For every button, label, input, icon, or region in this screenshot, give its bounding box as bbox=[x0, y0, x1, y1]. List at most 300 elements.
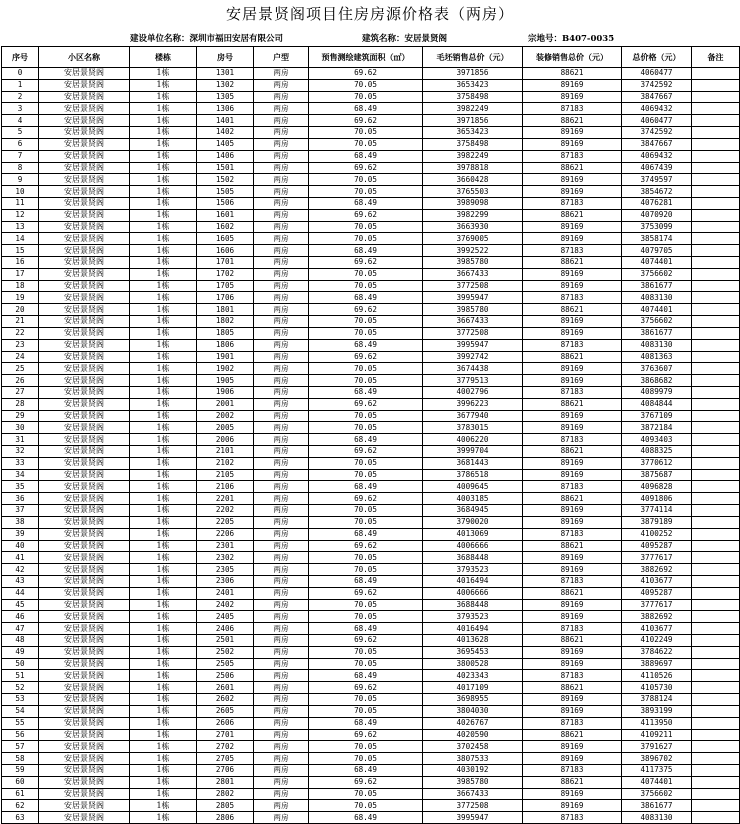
decoration-price-cell: 89169 bbox=[523, 469, 622, 481]
building-cell: 1栋 bbox=[130, 363, 197, 375]
decoration-price-cell: 88621 bbox=[523, 587, 622, 599]
layout-cell: 两房 bbox=[254, 257, 309, 269]
total-price-cell: 3767109 bbox=[622, 410, 692, 422]
row-index-cell: 35 bbox=[2, 481, 39, 493]
row-index-cell: 1 bbox=[2, 79, 39, 91]
room-number-cell: 2406 bbox=[197, 623, 254, 635]
remarks-cell bbox=[692, 103, 740, 115]
area-cell: 68.49 bbox=[309, 197, 423, 209]
total-price-cell: 3847667 bbox=[622, 91, 692, 103]
remarks-cell bbox=[692, 162, 740, 174]
community-name-cell: 安居景贤阁 bbox=[39, 304, 130, 316]
decoration-price-cell: 87183 bbox=[523, 670, 622, 682]
remarks-cell bbox=[692, 694, 740, 706]
area-cell: 68.49 bbox=[309, 623, 423, 635]
row-index-cell: 23 bbox=[2, 339, 39, 351]
room-number-cell: 1706 bbox=[197, 292, 254, 304]
total-price-cell: 3868682 bbox=[622, 375, 692, 387]
rough-price-cell: 3667433 bbox=[423, 316, 523, 328]
building-cell: 1栋 bbox=[130, 138, 197, 150]
remarks-cell bbox=[692, 127, 740, 139]
rough-price-cell: 3660428 bbox=[423, 174, 523, 186]
room-number-cell: 2102 bbox=[197, 457, 254, 469]
building-cell: 1栋 bbox=[130, 162, 197, 174]
layout-cell: 两房 bbox=[254, 540, 309, 552]
remarks-cell bbox=[692, 670, 740, 682]
total-price-cell: 4095287 bbox=[622, 540, 692, 552]
decoration-price-cell: 88621 bbox=[523, 540, 622, 552]
community-name-cell: 安居景贤阁 bbox=[39, 410, 130, 422]
row-index-cell: 37 bbox=[2, 505, 39, 517]
row-index-cell: 24 bbox=[2, 351, 39, 363]
rough-price-cell: 3800528 bbox=[423, 658, 523, 670]
total-price-cell: 4060477 bbox=[622, 68, 692, 80]
building-cell: 1栋 bbox=[130, 257, 197, 269]
layout-cell: 两房 bbox=[254, 280, 309, 292]
rough-price-cell: 3765503 bbox=[423, 186, 523, 198]
row-index-cell: 51 bbox=[2, 670, 39, 682]
row-index-cell: 36 bbox=[2, 493, 39, 505]
area-cell: 70.05 bbox=[309, 741, 423, 753]
rough-price-cell: 3985780 bbox=[423, 304, 523, 316]
room-number-cell: 2202 bbox=[197, 505, 254, 517]
decoration-price-cell: 87183 bbox=[523, 434, 622, 446]
layout-cell: 两房 bbox=[254, 91, 309, 103]
table-row bbox=[2, 386, 740, 398]
decoration-price-cell: 89169 bbox=[523, 127, 622, 139]
col-header-area: 预售测绘建筑面积（㎡） bbox=[309, 47, 423, 68]
layout-cell: 两房 bbox=[254, 174, 309, 186]
building-cell: 1栋 bbox=[130, 717, 197, 729]
total-price-cell: 4084844 bbox=[622, 398, 692, 410]
layout-cell: 两房 bbox=[254, 103, 309, 115]
rough-price-cell: 3790020 bbox=[423, 516, 523, 528]
decoration-price-cell: 88621 bbox=[523, 257, 622, 269]
room-number-cell: 2005 bbox=[197, 422, 254, 434]
row-index-cell: 57 bbox=[2, 741, 39, 753]
remarks-cell bbox=[692, 327, 740, 339]
rough-price-cell: 3996223 bbox=[423, 398, 523, 410]
remarks-cell bbox=[692, 682, 740, 694]
remarks-cell bbox=[692, 611, 740, 623]
row-index-cell: 43 bbox=[2, 575, 39, 587]
decoration-price-cell: 87183 bbox=[523, 764, 622, 776]
community-name-cell: 安居景贤阁 bbox=[39, 209, 130, 221]
building-cell: 1栋 bbox=[130, 729, 197, 741]
col-header-rough-price: 毛坯销售总价（元） bbox=[423, 47, 523, 68]
community-name-cell: 安居景贤阁 bbox=[39, 729, 130, 741]
area-cell: 68.49 bbox=[309, 528, 423, 540]
rough-price-cell: 3793523 bbox=[423, 611, 523, 623]
row-index-cell: 19 bbox=[2, 292, 39, 304]
room-number-cell: 2201 bbox=[197, 493, 254, 505]
area-cell: 70.05 bbox=[309, 79, 423, 91]
building-cell: 1栋 bbox=[130, 268, 197, 280]
row-index-cell: 9 bbox=[2, 174, 39, 186]
decoration-price-cell: 88621 bbox=[523, 162, 622, 174]
community-name-cell: 安居景贤阁 bbox=[39, 257, 130, 269]
table-row bbox=[2, 457, 740, 469]
remarks-cell bbox=[692, 528, 740, 540]
building-cell: 1栋 bbox=[130, 174, 197, 186]
remarks-cell bbox=[692, 304, 740, 316]
building-cell: 1栋 bbox=[130, 186, 197, 198]
decoration-price-cell: 87183 bbox=[523, 150, 622, 162]
room-number-cell: 1401 bbox=[197, 115, 254, 127]
decoration-price-cell: 88621 bbox=[523, 304, 622, 316]
community-name-cell: 安居景贤阁 bbox=[39, 197, 130, 209]
rough-price-cell: 3674438 bbox=[423, 363, 523, 375]
row-index-cell: 33 bbox=[2, 457, 39, 469]
remarks-cell bbox=[692, 410, 740, 422]
layout-cell: 两房 bbox=[254, 694, 309, 706]
table-row bbox=[2, 646, 740, 658]
layout-cell: 两房 bbox=[254, 434, 309, 446]
decoration-price-cell: 87183 bbox=[523, 245, 622, 257]
table-row bbox=[2, 186, 740, 198]
remarks-cell bbox=[692, 316, 740, 328]
area-cell: 70.05 bbox=[309, 611, 423, 623]
row-index-cell: 31 bbox=[2, 434, 39, 446]
community-name-cell: 安居景贤阁 bbox=[39, 705, 130, 717]
area-cell: 70.05 bbox=[309, 646, 423, 658]
building-cell: 1栋 bbox=[130, 339, 197, 351]
room-number-cell: 2405 bbox=[197, 611, 254, 623]
community-name-cell: 安居景贤阁 bbox=[39, 186, 130, 198]
decoration-price-cell: 87183 bbox=[523, 481, 622, 493]
remarks-cell bbox=[692, 505, 740, 517]
area-cell: 69.62 bbox=[309, 776, 423, 788]
rough-price-cell: 3769005 bbox=[423, 233, 523, 245]
table-row bbox=[2, 469, 740, 481]
decoration-price-cell: 89169 bbox=[523, 788, 622, 800]
table-row bbox=[2, 292, 740, 304]
community-name-cell: 安居景贤阁 bbox=[39, 505, 130, 517]
room-number-cell: 2206 bbox=[197, 528, 254, 540]
remarks-cell bbox=[692, 68, 740, 80]
row-index-cell: 49 bbox=[2, 646, 39, 658]
row-index-cell: 40 bbox=[2, 540, 39, 552]
row-index-cell: 4 bbox=[2, 115, 39, 127]
area-cell: 69.62 bbox=[309, 398, 423, 410]
community-name-cell: 安居景贤阁 bbox=[39, 91, 130, 103]
decoration-price-cell: 87183 bbox=[523, 339, 622, 351]
community-name-cell: 安居景贤阁 bbox=[39, 292, 130, 304]
table-row bbox=[2, 516, 740, 528]
community-name-cell: 安居景贤阁 bbox=[39, 670, 130, 682]
rough-price-cell: 3971856 bbox=[423, 68, 523, 80]
room-number-cell: 2801 bbox=[197, 776, 254, 788]
row-index-cell: 7 bbox=[2, 150, 39, 162]
total-price-cell: 4113950 bbox=[622, 717, 692, 729]
remarks-cell bbox=[692, 197, 740, 209]
building-cell: 1栋 bbox=[130, 764, 197, 776]
rough-price-cell: 3772508 bbox=[423, 327, 523, 339]
room-number-cell: 1602 bbox=[197, 221, 254, 233]
building-cell: 1栋 bbox=[130, 481, 197, 493]
decoration-price-cell: 89169 bbox=[523, 221, 622, 233]
row-index-cell: 20 bbox=[2, 304, 39, 316]
room-number-cell: 2006 bbox=[197, 434, 254, 446]
layout-cell: 两房 bbox=[254, 493, 309, 505]
col-header-remarks: 备注 bbox=[692, 47, 740, 68]
layout-cell: 两房 bbox=[254, 292, 309, 304]
room-number-cell: 1906 bbox=[197, 386, 254, 398]
area-cell: 68.49 bbox=[309, 103, 423, 115]
building-cell: 1栋 bbox=[130, 776, 197, 788]
total-price-cell: 3861677 bbox=[622, 280, 692, 292]
decoration-price-cell: 88621 bbox=[523, 635, 622, 647]
row-index-cell: 58 bbox=[2, 753, 39, 765]
total-price-cell: 4083130 bbox=[622, 339, 692, 351]
layout-cell: 两房 bbox=[254, 800, 309, 812]
community-name-cell: 安居景贤阁 bbox=[39, 398, 130, 410]
building-cell: 1栋 bbox=[130, 587, 197, 599]
row-index-cell: 2 bbox=[2, 91, 39, 103]
community-name-cell: 安居景贤阁 bbox=[39, 469, 130, 481]
building-cell: 1栋 bbox=[130, 316, 197, 328]
total-price-cell: 3777617 bbox=[622, 599, 692, 611]
row-index-cell: 44 bbox=[2, 587, 39, 599]
total-price-cell: 4067439 bbox=[622, 162, 692, 174]
decoration-price-cell: 87183 bbox=[523, 623, 622, 635]
building-cell: 1栋 bbox=[130, 127, 197, 139]
table-row bbox=[2, 197, 740, 209]
total-price-cell: 3788124 bbox=[622, 694, 692, 706]
community-name-cell: 安居景贤阁 bbox=[39, 422, 130, 434]
table-row bbox=[2, 127, 740, 139]
rough-price-cell: 3804030 bbox=[423, 705, 523, 717]
layout-cell: 两房 bbox=[254, 68, 309, 80]
community-name-cell: 安居景贤阁 bbox=[39, 694, 130, 706]
row-index-cell: 53 bbox=[2, 694, 39, 706]
room-number-cell: 2706 bbox=[197, 764, 254, 776]
decoration-price-cell: 89169 bbox=[523, 138, 622, 150]
total-price-cell: 3756602 bbox=[622, 268, 692, 280]
table-row bbox=[2, 635, 740, 647]
area-cell: 69.62 bbox=[309, 729, 423, 741]
area-cell: 68.49 bbox=[309, 245, 423, 257]
table-row bbox=[2, 268, 740, 280]
room-number-cell: 1505 bbox=[197, 186, 254, 198]
community-name-cell: 安居景贤阁 bbox=[39, 753, 130, 765]
table-row bbox=[2, 103, 740, 115]
remarks-cell bbox=[692, 150, 740, 162]
building-cell: 1栋 bbox=[130, 646, 197, 658]
total-price-cell: 3763607 bbox=[622, 363, 692, 375]
decoration-price-cell: 88621 bbox=[523, 776, 622, 788]
building-cell: 1栋 bbox=[130, 552, 197, 564]
room-number-cell: 1805 bbox=[197, 327, 254, 339]
area-cell: 69.62 bbox=[309, 304, 423, 316]
room-number-cell: 1601 bbox=[197, 209, 254, 221]
area-cell: 70.05 bbox=[309, 186, 423, 198]
community-name-cell: 安居景贤阁 bbox=[39, 682, 130, 694]
building-cell: 1栋 bbox=[130, 375, 197, 387]
community-name-cell: 安居景贤阁 bbox=[39, 280, 130, 292]
total-price-cell: 3784622 bbox=[622, 646, 692, 658]
room-number-cell: 1905 bbox=[197, 375, 254, 387]
layout-cell: 两房 bbox=[254, 741, 309, 753]
building-cell: 1栋 bbox=[130, 540, 197, 552]
total-price-cell: 4105730 bbox=[622, 682, 692, 694]
total-price-cell: 4093403 bbox=[622, 434, 692, 446]
remarks-cell bbox=[692, 575, 740, 587]
room-number-cell: 1406 bbox=[197, 150, 254, 162]
building-cell: 1栋 bbox=[130, 599, 197, 611]
decoration-price-cell: 89169 bbox=[523, 422, 622, 434]
layout-cell: 两房 bbox=[254, 79, 309, 91]
rough-price-cell: 3971856 bbox=[423, 115, 523, 127]
area-cell: 69.62 bbox=[309, 446, 423, 458]
rough-price-cell: 4002796 bbox=[423, 386, 523, 398]
layout-cell: 两房 bbox=[254, 245, 309, 257]
row-index-cell: 32 bbox=[2, 446, 39, 458]
room-number-cell: 1802 bbox=[197, 316, 254, 328]
building-cell: 1栋 bbox=[130, 422, 197, 434]
layout-cell: 两房 bbox=[254, 599, 309, 611]
rough-price-cell: 3985780 bbox=[423, 776, 523, 788]
community-name-cell: 安居景贤阁 bbox=[39, 516, 130, 528]
community-name-cell: 安居景贤阁 bbox=[39, 327, 130, 339]
total-price-cell: 3854672 bbox=[622, 186, 692, 198]
community-name-cell: 安居景贤阁 bbox=[39, 221, 130, 233]
row-index-cell: 25 bbox=[2, 363, 39, 375]
remarks-cell bbox=[692, 280, 740, 292]
room-number-cell: 1901 bbox=[197, 351, 254, 363]
rough-price-cell: 3758498 bbox=[423, 91, 523, 103]
row-index-cell: 56 bbox=[2, 729, 39, 741]
layout-cell: 两房 bbox=[254, 611, 309, 623]
community-name-cell: 安居景贤阁 bbox=[39, 623, 130, 635]
community-name-cell: 安居景贤阁 bbox=[39, 79, 130, 91]
area-cell: 70.05 bbox=[309, 174, 423, 186]
col-header-room: 房号 bbox=[197, 47, 254, 68]
decoration-price-cell: 89169 bbox=[523, 741, 622, 753]
building-cell: 1栋 bbox=[130, 209, 197, 221]
rough-price-cell: 4030192 bbox=[423, 764, 523, 776]
community-name-cell: 安居景贤阁 bbox=[39, 245, 130, 257]
decoration-price-cell: 89169 bbox=[523, 705, 622, 717]
room-number-cell: 1702 bbox=[197, 268, 254, 280]
room-number-cell: 1405 bbox=[197, 138, 254, 150]
table-row bbox=[2, 410, 740, 422]
layout-cell: 两房 bbox=[254, 552, 309, 564]
remarks-cell bbox=[692, 339, 740, 351]
total-price-cell: 4069432 bbox=[622, 150, 692, 162]
remarks-cell bbox=[692, 245, 740, 257]
total-price-cell: 4089979 bbox=[622, 386, 692, 398]
area-cell: 68.49 bbox=[309, 386, 423, 398]
remarks-cell bbox=[692, 812, 740, 824]
remarks-cell bbox=[692, 115, 740, 127]
building-cell: 1栋 bbox=[130, 103, 197, 115]
decoration-price-cell: 89169 bbox=[523, 233, 622, 245]
remarks-cell bbox=[692, 434, 740, 446]
community-name-cell: 安居景贤阁 bbox=[39, 316, 130, 328]
table-row bbox=[2, 552, 740, 564]
row-index-cell: 41 bbox=[2, 552, 39, 564]
building-cell: 1栋 bbox=[130, 800, 197, 812]
total-price-cell: 4110526 bbox=[622, 670, 692, 682]
remarks-cell bbox=[692, 776, 740, 788]
layout-cell: 两房 bbox=[254, 682, 309, 694]
rough-price-cell: 3677940 bbox=[423, 410, 523, 422]
row-index-cell: 29 bbox=[2, 410, 39, 422]
community-name-cell: 安居景贤阁 bbox=[39, 528, 130, 540]
room-number-cell: 2702 bbox=[197, 741, 254, 753]
area-cell: 69.62 bbox=[309, 351, 423, 363]
table-row bbox=[2, 753, 740, 765]
building-cell: 1栋 bbox=[130, 68, 197, 80]
area-cell: 68.49 bbox=[309, 481, 423, 493]
rough-price-cell: 3783015 bbox=[423, 422, 523, 434]
rough-price-cell: 3992742 bbox=[423, 351, 523, 363]
remarks-cell bbox=[692, 516, 740, 528]
rough-price-cell: 3772508 bbox=[423, 280, 523, 292]
total-price-cell: 4088325 bbox=[622, 446, 692, 458]
community-name-cell: 安居景贤阁 bbox=[39, 717, 130, 729]
area-cell: 70.05 bbox=[309, 327, 423, 339]
total-price-cell: 4060477 bbox=[622, 115, 692, 127]
table-row bbox=[2, 304, 740, 316]
decoration-price-cell: 89169 bbox=[523, 91, 622, 103]
table-row bbox=[2, 398, 740, 410]
rough-price-cell: 3688448 bbox=[423, 599, 523, 611]
rough-price-cell: 4016494 bbox=[423, 575, 523, 587]
table-row bbox=[2, 174, 740, 186]
layout-cell: 两房 bbox=[254, 398, 309, 410]
col-header-decoration-price: 装修销售总价（元） bbox=[523, 47, 622, 68]
row-index-cell: 38 bbox=[2, 516, 39, 528]
community-name-cell: 安居景贤阁 bbox=[39, 351, 130, 363]
decoration-price-cell: 89169 bbox=[523, 599, 622, 611]
remarks-cell bbox=[692, 741, 740, 753]
total-price-cell: 3756602 bbox=[622, 316, 692, 328]
layout-cell: 两房 bbox=[254, 516, 309, 528]
table-row bbox=[2, 540, 740, 552]
total-price-cell: 4095287 bbox=[622, 587, 692, 599]
layout-cell: 两房 bbox=[254, 410, 309, 422]
table-row bbox=[2, 245, 740, 257]
room-number-cell: 2506 bbox=[197, 670, 254, 682]
row-index-cell: 22 bbox=[2, 327, 39, 339]
area-cell: 70.05 bbox=[309, 599, 423, 611]
layout-cell: 两房 bbox=[254, 658, 309, 670]
table-row bbox=[2, 150, 740, 162]
row-index-cell: 6 bbox=[2, 138, 39, 150]
area-cell: 70.05 bbox=[309, 753, 423, 765]
total-price-cell: 4102249 bbox=[622, 635, 692, 647]
building-cell: 1栋 bbox=[130, 115, 197, 127]
col-header-layout: 户型 bbox=[254, 47, 309, 68]
room-number-cell: 2505 bbox=[197, 658, 254, 670]
row-index-cell: 15 bbox=[2, 245, 39, 257]
row-index-cell: 59 bbox=[2, 764, 39, 776]
community-name-cell: 安居景贤阁 bbox=[39, 540, 130, 552]
table-row bbox=[2, 741, 740, 753]
rough-price-cell: 3995947 bbox=[423, 812, 523, 824]
community-name-cell: 安居景贤阁 bbox=[39, 776, 130, 788]
total-price-cell: 4074401 bbox=[622, 257, 692, 269]
rough-price-cell: 4020590 bbox=[423, 729, 523, 741]
total-price-cell: 3861677 bbox=[622, 327, 692, 339]
layout-cell: 两房 bbox=[254, 670, 309, 682]
room-number-cell: 1705 bbox=[197, 280, 254, 292]
total-price-cell: 4074401 bbox=[622, 776, 692, 788]
rough-price-cell: 3772508 bbox=[423, 800, 523, 812]
remarks-cell bbox=[692, 564, 740, 576]
